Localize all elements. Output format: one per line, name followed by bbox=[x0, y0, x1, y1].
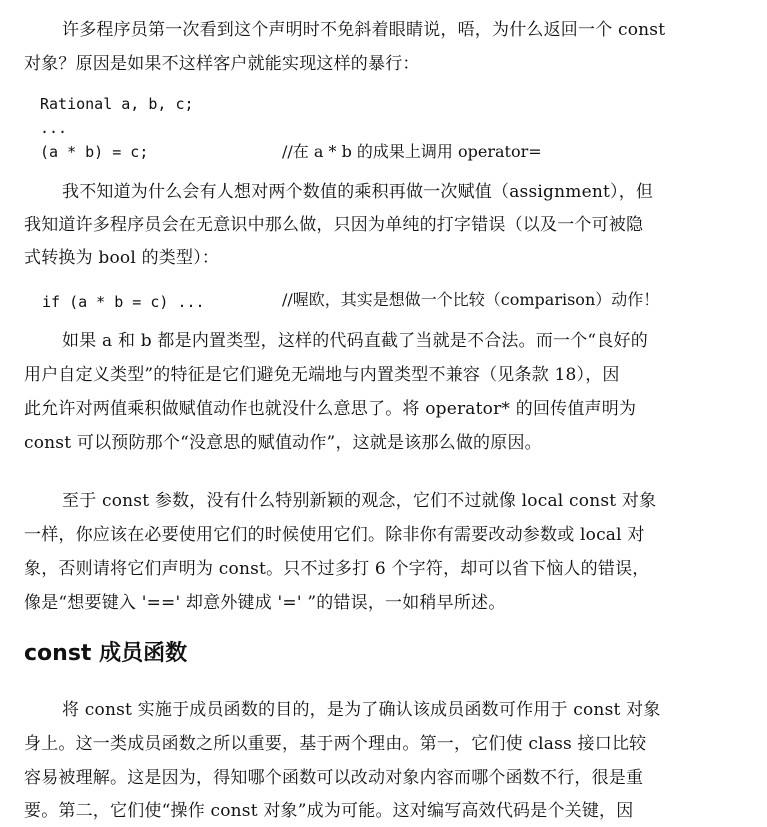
para3-line1: 如果 a 和 b 都是内置类型，这样的代码直截了当就是不合法。而一个“良好的 bbox=[62, 331, 648, 351]
code1-line2: ... bbox=[40, 119, 68, 137]
code2-code: if (a * b = c) ... bbox=[42, 293, 205, 311]
para4-line1: 至于 const 参数，没有什么特别新颖的观念，它们不过就像 local const 对象 bbox=[62, 491, 657, 511]
code1-line1: Rational a, b, c; bbox=[40, 95, 194, 113]
para5-line4: 要。第二，它们使“操作 const 对象”成为可能。这对编写高效代码是个关键，因 bbox=[24, 801, 634, 821]
para1-line1: 许多程序员第一次看到这个声明时不免斜着眼睛说，唔，为什么返回一个 const bbox=[62, 20, 666, 40]
code2-comment: //喔欧，其实是想做一个比较（comparison）动作！ bbox=[282, 290, 660, 309]
para4-line4: 像是“想要键入 '==' 却意外键成 '=' ”的错误，一如稍早所述。 bbox=[24, 593, 506, 613]
para3-line2: 用户自定义类型”的特征是它们避免无端地与内置类型不兼容（见条款 18），因 bbox=[24, 365, 620, 385]
para2-line3: 式转换为 bool 的类型）： bbox=[24, 248, 220, 268]
para2-line2: 我知道许多程序员会在无意识中那么做，只因为单纯的打字错误（以及一个可被隐 bbox=[24, 215, 644, 235]
para5-line2: 身上。这一类成员函数之所以重要，基于两个理由。第一，它们使 class 接口比较 bbox=[24, 734, 647, 754]
section-heading: const 成员函数 bbox=[24, 641, 188, 666]
para4-line3: 象，否则请将它们声明为 const。只不过多打 6 个字符，却可以省下恼人的错误， bbox=[24, 559, 650, 579]
para4-line2: 一样，你应该在必要使用它们的时候使用它们。除非你有需要改动参数或 local 对 bbox=[24, 525, 645, 545]
code1-line3-comment: //在 a * b 的成果上调用 operator= bbox=[282, 142, 542, 161]
para2-line1: 我不知道为什么会有人想对两个数值的乘积再做一次赋值（assignment），但 bbox=[62, 182, 654, 202]
para5-line3: 容易被理解。这是因为，得知哪个函数可以改动对象内容而哪个函数不行，很是重 bbox=[24, 768, 644, 788]
para1-line2: 对象？原因是如果不这样客户就能实现这样的暴行： bbox=[24, 54, 420, 74]
para5-line1: 将 const 实施于成员函数的目的，是为了确认该成员函数可作用于 const 对象 bbox=[62, 700, 661, 720]
para3-line3: 此允许对两值乘积做赋值动作也就没什么意思了。将 operator* 的回传值声明为 bbox=[24, 399, 637, 419]
code1-line3-code: (a * b) = c; bbox=[40, 143, 149, 161]
para3-line4: const 可以预防那个“没意思的赋值动作”，这就是该那么做的原因。 bbox=[24, 433, 542, 453]
